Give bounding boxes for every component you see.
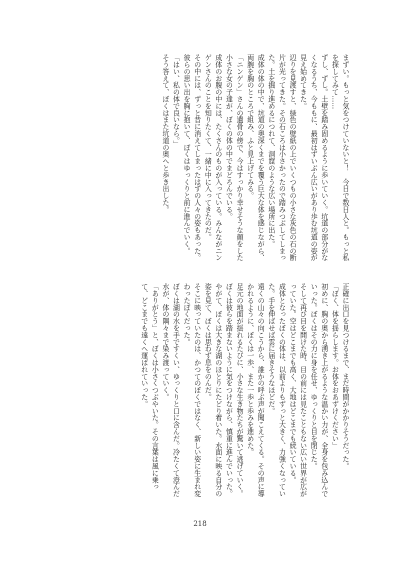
text-block-bottom bbox=[50, 283, 350, 501]
paragraph: そう答えて、ぼくはまた坑道の奥へと歩き出した。 bbox=[160, 54, 169, 213]
paragraph: 正確に出口を見つけるまで、まだ時間がかかりそうだった。 bbox=[341, 283, 349, 470]
paragraph: 成体のお腹の中には、たくさんのものが入っている。みんながニンゲンさんのことを知りたくて、一緒に中に入ってきたのだ。 bbox=[203, 54, 222, 261]
paragraph: 「ありがとう」と、ぼくは小さくつぶやいた。その言葉は風に乗って、どこまでも遠くへ運ばれていった。 bbox=[139, 283, 159, 490]
paragraph: 「ぼく、体を揺らします。お体をおあずけください」 bbox=[330, 283, 339, 449]
text-block-top bbox=[50, 54, 350, 265]
page-number: 218 bbox=[193, 520, 207, 528]
paragraph: 遠くの山々の向こうから、誰かの呼ぶ声が聞こえてくる。その声に導かれるように、ぼくは一歩、また一歩と歩みを進めた。 bbox=[245, 283, 265, 497]
paragraph: そして再び目を開けた時、目の前には見たこともない広い世界が広がっていた。空はどこまでも高く、大地はどこまでも続いている。 bbox=[288, 283, 307, 497]
paragraph: ずし、ずし。土壁を踏み固めるように歩いていく。坑道の部分がなくなるうち、今ももに、最初はずいぶん広いがあり歩む坑道の姿が見え始めてきた。 bbox=[298, 54, 328, 261]
paragraph: 辺りを見渡すと、緑色の壁紙の上でいくつもの小さな灰色の石の断片が光ってきた。その石ころは小さかったので踏みつぶしてしまった。土を掘り進めるにつれて、洞窟のような広い場所に出た。 bbox=[266, 54, 297, 261]
paragraph: やがて、ぼくは大きな湖のほとりにたどり着いた。水面に映る自分の姿を見て、ぼくは思わず息をのんだ。 bbox=[203, 283, 222, 497]
paragraph: まずい。もっと気をつけていないと！ 今日で数日人と。もっと私を探してみて…… bbox=[330, 54, 349, 261]
paragraph: 成体の体の中で、坑道の奥深くまでを覆う巨大な体を感じながら、両腕を胸のところで組み、ふと見上げてみる。 bbox=[245, 54, 265, 261]
paragraph: 足元の地面が揺れるたびに、小さな生き物たちが驚いて逃げていく。ぼくは彼らを踏まないように気をつけながら、慎重に進んでいった。 bbox=[224, 283, 244, 497]
paragraph: 初めに、胸の奥から湧き上がるような温かい力が、全身を包み込んでいった。ぼくはその力に身を任せ、ゆっくりと目を閉じた。 bbox=[309, 283, 328, 497]
paragraph: その中には、ずっと昔に消えてしまったはずの人々の姿もあった。彼らの思い出を胸に抱いて、ぼくはゆっくりと前に進んでいく。 bbox=[182, 54, 201, 261]
paragraph: 成体となったぼくの体は、以前よりもずっと大きく、力強くなっていた。手を伸ばせば雲に届きそうなほどだ。 bbox=[266, 283, 286, 497]
paragraph: そこに映っていたのは、かつてのぼくではなく、新しい姿に生まれ変わったぼくだった。 bbox=[182, 283, 201, 497]
paragraph: ぼくは湖の水を手ですくい、ゆっくりと口に含んだ。冷たくて澄んだ水が、体の隅々まで染み渡っていく。 bbox=[160, 283, 180, 497]
paragraph: 「ニンゲン」さんの遺骨の傍で、今はすっかり幸せそうな顔をした小さな女の子達が、ぼくの体の中でまどろんでいる。 bbox=[224, 54, 244, 261]
paragraph: 「はい、私の体で良いなら。」 bbox=[171, 54, 180, 148]
